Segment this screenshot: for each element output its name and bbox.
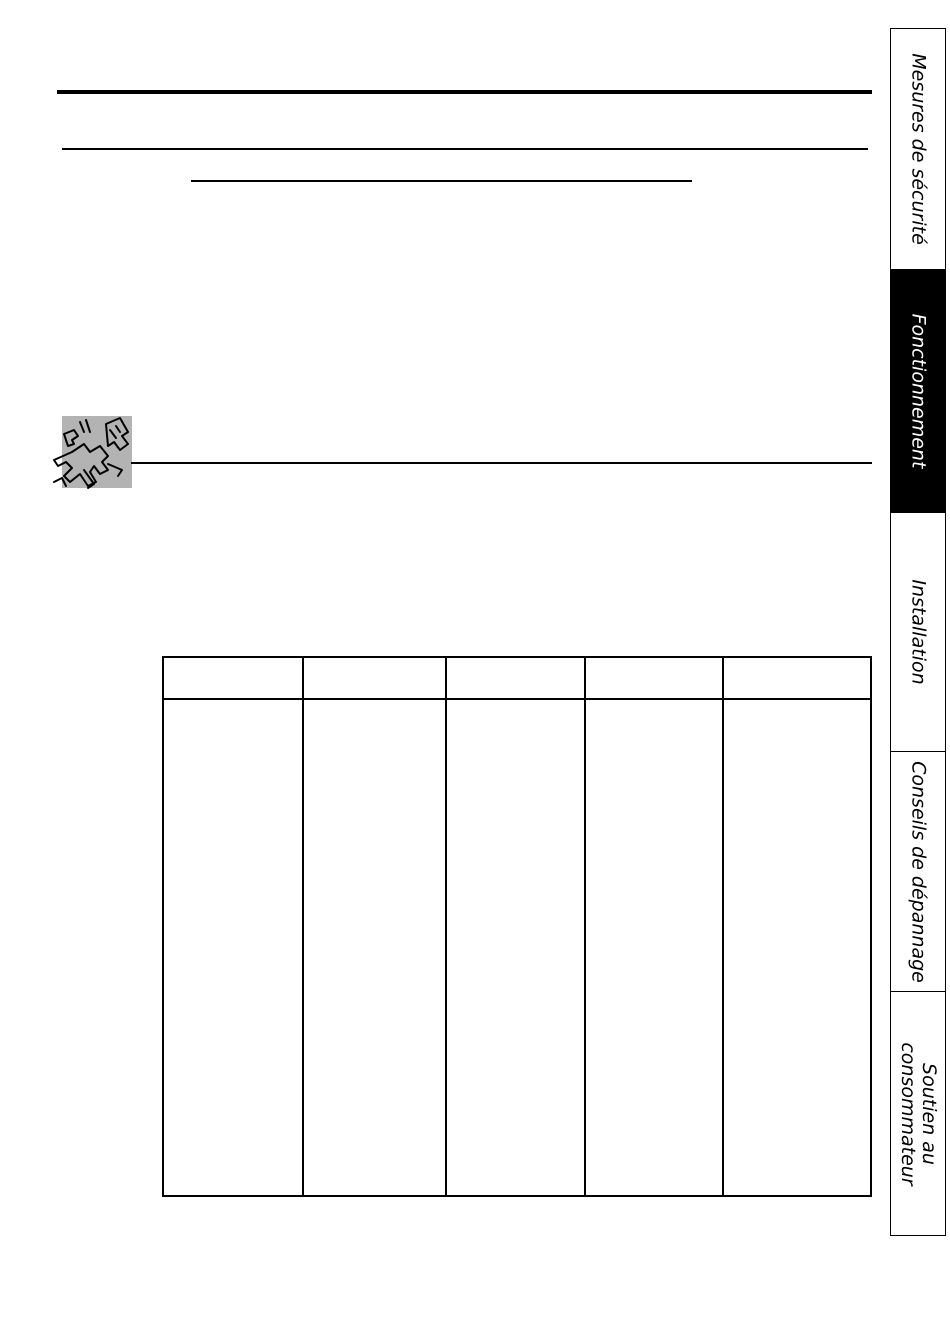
- tab-installation[interactable]: [890, 512, 946, 752]
- side-navigation: [890, 28, 948, 1236]
- table-column-divider: [584, 658, 586, 1195]
- tab-soutien-au-consommateur[interactable]: [890, 991, 946, 1236]
- top-rule: [57, 90, 872, 94]
- section-rule: [62, 148, 868, 150]
- table-column-divider: [302, 658, 304, 1195]
- table-column-divider: [722, 658, 724, 1195]
- tab-fonctionnement[interactable]: [890, 269, 946, 513]
- subsection-rule: [191, 180, 692, 182]
- tab-label-line: Soutien au: [918, 1062, 940, 1165]
- tab-conseils-de-depannage[interactable]: [890, 751, 946, 992]
- tab-label: Mesures de sécurité: [907, 53, 930, 245]
- tab-label: [897, 1042, 939, 1185]
- section-rule-lower: [131, 462, 872, 464]
- tab-label: Fonctionnement: [907, 313, 930, 469]
- clothing-tumble-icon: [50, 414, 136, 502]
- tab-label-line: consommateur: [897, 1041, 919, 1186]
- table-header: [164, 658, 870, 700]
- tab-mesures-de-securite[interactable]: [890, 28, 946, 270]
- tab-label: Conseils de dépannage: [907, 760, 930, 983]
- fabric-chart-table: [162, 656, 872, 1197]
- table-column-divider: [445, 658, 447, 1195]
- tab-label: Installation: [907, 579, 930, 685]
